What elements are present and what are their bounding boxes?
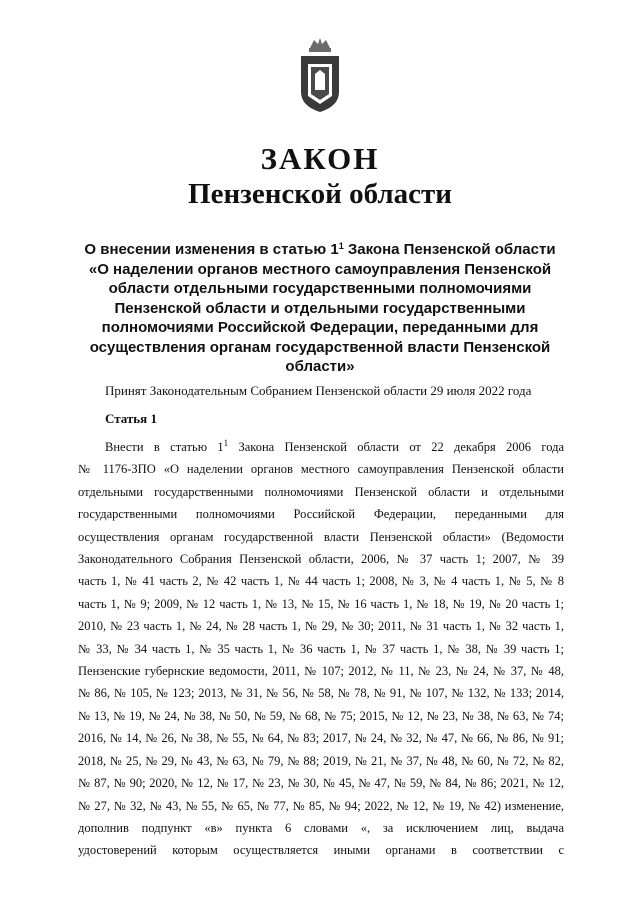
body-first-post: Закона Пензенской области от 22 декабря 2006 года [228,440,564,454]
law-title: ЗАКОН [260,141,380,176]
body-line: Законодательного Собрания Пензенской области, 2006, № 37 часть 1; 2007, № 39 [78,552,564,567]
law-heading [78,240,562,377]
body-line: № 13, № 19, № 24, № 38, № 50, № 59, № 68, № 75; 2015, № 12, № 23, № 38, № 63, № 74; [78,708,564,723]
body-line: № 33, № 34 часть 1, № 35 часть 1, № 36 часть 1, № 37 часть 1, № 38, № 39 часть 1; [78,641,564,656]
heading-text-pre: О внесении изменения в статью 1 [84,241,339,258]
article-title: Статья 1 [105,411,157,426]
body-line: государственными полномочиями Российской Федерации, переданными для [78,507,564,522]
body-line: № 27, № 32, № 43, № 55, № 65, № 77, № 85, № 94; 2022, № 12, № 19, № 42) изменение, [78,798,564,813]
body-line: 2010, № 23 часть 1, № 24, № 28 часть 1, № 29, № 30; 2011, № 31 часть 1, № 32 часть 1, [78,619,564,634]
body-line [78,436,564,458]
body-line: 2018, № 25, № 29, № 43, № 63, № 79, № 88; 2019, № 21, № 37, № 48, № 60, № 72, № 82, [78,753,564,768]
body-line: часть 1, № 9; 2009, № 12 часть 1, № 13, № 15, № 16 часть 1, № 18, № 19, № 20 часть 1; [78,596,564,611]
body-line: Пензенские губернские ведомости, 2011, № 107; 2012, № 11, № 23, № 24, № 37, № 48, [78,664,564,679]
adoption-note: Принят Законодательным Собранием Пензенской области 29 июля 2022 года [105,383,532,398]
body-line: отдельными государственными полномочиями Пензенской области и отдельными [78,484,564,499]
body-line: дополнив подпункт «в» пункта 6 словами «, за исключением лиц, выдача [78,820,564,835]
body-line: № 1176-ЗПО «О наделении органов местного самоуправления Пензенской области [78,462,564,477]
body-line: 2016, № 14, № 26, № 38, № 55, № 64, № 83; 2017, № 24, № 32, № 47, № 66, № 86, № 91; [78,731,564,746]
heading-text-post: Закона Пензенской области «О наделении органов местного самоуправления Пензенской области отдельными государственными полномочиями Пензенской области и отдельными государственными полномочиями Российской Федерации, переданными для осуществления органам государственной власти Пензенской области» [88,241,556,375]
article-body [78,436,564,862]
emblem-graphic [296,34,344,114]
heading-superscript: 1 [338,241,344,251]
body-line: осуществления органам государственной власти Пензенской области» (Ведомости [78,529,564,544]
coat-of-arms-icon [296,34,344,114]
body-line: удостоверений которым осуществляется иными органами в соответствии с [78,843,564,858]
law-region: Пензенской области [188,178,452,210]
body-line: № 87, № 90; 2020, № 12, № 17, № 23, № 30, № 45, № 47, № 59, № 84, № 86; 2021, № 12, [78,776,564,791]
body-superscript: 1 [223,438,229,448]
body-first-pre: Внести в статью 1 [105,440,224,454]
body-line: № 86, № 105, № 123; 2013, № 31, № 56, № 58, № 78, № 91, № 107, № 132, № 133; 2014, [78,686,564,701]
body-line: часть 1, № 41 часть 2, № 42 часть 1, № 44 часть 1; 2008, № 3, № 4 часть 1, № 5, № 8 [78,574,564,589]
